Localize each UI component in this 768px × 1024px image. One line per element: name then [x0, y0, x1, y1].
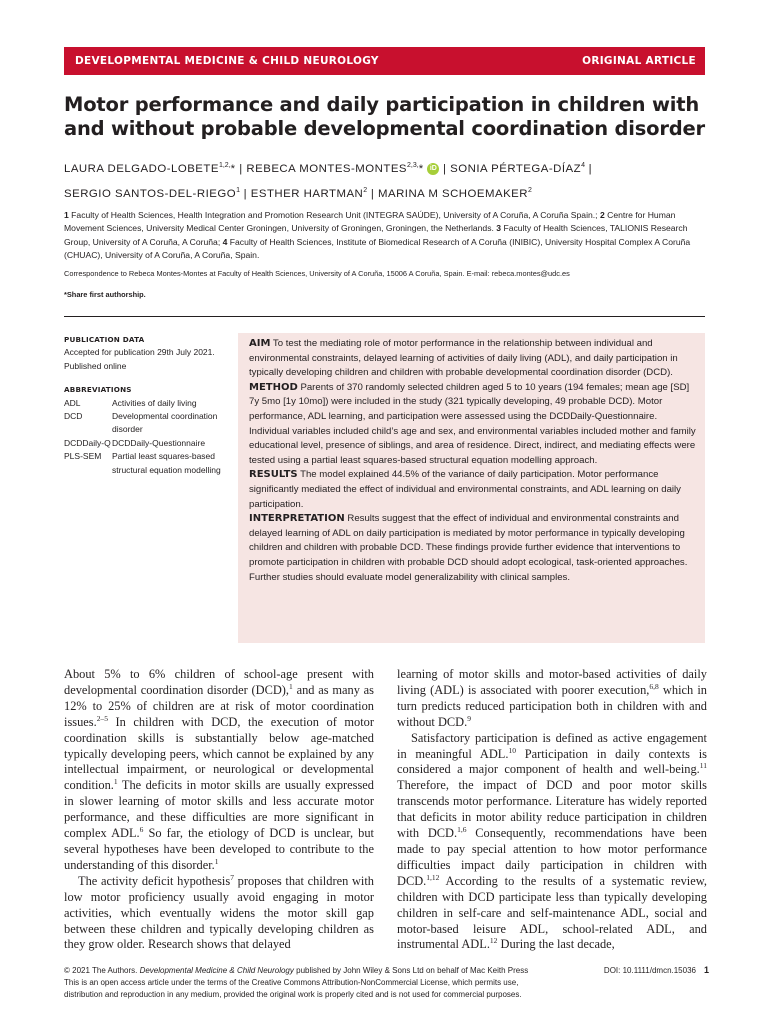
- divider: [64, 316, 705, 317]
- method-label: METHOD: [249, 381, 298, 393]
- author-separator: |: [443, 162, 447, 175]
- citation-ref[interactable]: 6: [139, 824, 144, 834]
- body-text: Therefore, the impact of DCD and poor motor skills transcends motor performance. Literature has widely reported that deficits in motor ability reduce participation in children with DCD.: [397, 778, 707, 841]
- copyright: [64, 965, 528, 977]
- footer-row: [64, 965, 709, 977]
- abstract-aim: [249, 337, 697, 381]
- author-name[interactable]: LAURA DELGADO-LOBETE: [64, 162, 219, 175]
- aim-label: AIM: [249, 338, 271, 349]
- doi: [604, 965, 709, 977]
- abbreviation-row: [64, 410, 230, 437]
- affiliation-text: Faculty of Health Sciences, TALIONIS Research Group, University of A Coruña, A Coruña;: [64, 223, 688, 247]
- body-paragraph: [397, 731, 707, 954]
- abstract-method: [249, 381, 697, 469]
- citation-ref[interactable]: 1,6: [457, 824, 467, 834]
- aim-text: To test the mediating role of motor performance in the relationship between individual and environmental constraints, delayed learning of activities of daily living (ADL), and daily participation in typically developing children and children with probable developmental coordination disorder (DCD).: [249, 338, 678, 379]
- affiliation-text: Centre for Human Movement Sciences, University Medical Center Groningen, University of Groningen, Groningen, the Netherlands.: [64, 210, 676, 234]
- share-star: *: [230, 162, 236, 175]
- citation-ref[interactable]: 1,12: [426, 872, 440, 882]
- abbreviation-value: DCDDaily-Questionnaire: [112, 437, 206, 448]
- citation-ref[interactable]: 1: [214, 856, 219, 866]
- author-list: [64, 155, 714, 205]
- copyright-text: © 2021 The Authors.: [64, 966, 140, 975]
- interpretation-text: Results suggest that the effect of individual and environmental constraints and delayed learning of ADL on daily participation is mediated by motor performance in typically developing children and children with probable DCD. These findings provide further evidence that interventions to promote participation in children with probable DCD should adopt ecological, task-oriented approaches. Further studies should evaluate model generalizability with clinical samples.: [249, 513, 688, 583]
- interpretation-label: INTERPRETATION: [249, 513, 345, 525]
- author-line-2: [64, 180, 714, 205]
- citation-ref[interactable]: 12: [489, 936, 498, 946]
- license-line: This is an open access article under the terms of the Creative Commons Attribution-NonCommercial License, which permits use,: [64, 977, 519, 987]
- abbreviation-key: DCD: [64, 411, 83, 422]
- affiliations: [64, 209, 704, 262]
- author-separator: |: [588, 162, 593, 175]
- share-star: *: [418, 162, 424, 175]
- abbreviation-row: [64, 450, 230, 477]
- page-footer: [64, 965, 709, 1000]
- publication-data-box: [64, 333, 230, 477]
- affiliation-ref: 2: [363, 186, 368, 194]
- affiliation-text: Faculty of Health Sciences, Institute of Biomedical Research of A Coruña (INIBIC), University Hospital Complex A Coruña (CHUAC), University of A Coruña, A Coruña, Spain.: [64, 236, 691, 260]
- body-text: According to the results of a systematic review, children with DCD participate less than typically developing children in self-care and self-maintenance ADL, social and motor-based leisure ADL, school-related ADL, and instrumental ADL.: [397, 873, 707, 952]
- abstract-interpretation: [249, 512, 697, 585]
- citation-ref[interactable]: 9: [467, 713, 471, 723]
- abbreviation-row: [64, 437, 230, 450]
- abstract-box: [238, 333, 705, 643]
- abbreviation-value: Developmental coordination disorder: [112, 411, 218, 435]
- author-separator: |: [370, 187, 375, 200]
- abbreviations-heading: ABBREVIATIONS: [64, 385, 132, 395]
- method-text: Parents of 370 randomly selected children aged 5 to 10 years (194 females; mean age [SD] 7y 5mo [1y 10mo]) were included in the study (321 typically developing, 49 probable DCD). Motor performance, ADL learning, and participation were assessed using the DCDDaily-Questionnaire. Individual variables included child’s age and sex, and environmental variables included mother and family educational level, presence of siblings, and area of residence. Direct, indirect, and mediating effects were tested using a partial least squares-based structural equation modelling approach.: [249, 381, 696, 466]
- affiliation-ref: 2: [528, 186, 532, 194]
- license-line: distribution and reproduction in any medium, provided the original work is properly cited and is not used for commercial purposes.: [64, 989, 522, 999]
- affiliation-ref: 4: [581, 162, 585, 169]
- results-label: RESULTS: [249, 469, 298, 481]
- affiliation-ref: 2,3,: [407, 162, 419, 169]
- doi-link[interactable]: DOI: 10.1111/dmcn.15036: [603, 966, 696, 975]
- body-column-left: [64, 667, 374, 953]
- page-number: 1: [703, 965, 709, 975]
- author-separator: |: [239, 162, 243, 175]
- author-name[interactable]: SONIA PÉRTEGA-DÍAZ: [450, 162, 582, 175]
- author-line-1: [64, 155, 714, 180]
- author-name[interactable]: REBECA MONTES-MONTES: [246, 162, 408, 175]
- affiliation-ref: 1,2,: [218, 162, 231, 169]
- correspondence: Correspondence to Rebeca Montes-Montes at Faculty of Health Sciences, University of A Coruña, 15006 A Coruña, Spain. E-mail: rebeca.montes@udc.es: [64, 269, 570, 278]
- affiliation-number: 3: [496, 223, 502, 234]
- body-text: Satisfactory participation is defined as active engagement in meaningful ADL.: [397, 730, 707, 761]
- affiliation-number: 2: [599, 210, 605, 220]
- published-online: Published online: [64, 360, 127, 371]
- abbreviation-key: DCDDaily-Q: [64, 437, 111, 448]
- body-text: In children with DCD, the execution of motor coordination skills is substantially below age-matched typically developing peers, which cannot be explained by any intellectual impairment, or neurological or developmental condition.: [64, 714, 374, 793]
- citation-ref[interactable]: 11: [699, 761, 707, 771]
- citation-ref[interactable]: 7: [230, 872, 234, 882]
- abbreviation-row: [64, 397, 230, 410]
- accepted-date: Accepted for publication 29th July 2021.: [64, 347, 215, 358]
- affiliation-number: 1: [64, 210, 69, 220]
- citation-ref[interactable]: 10: [508, 745, 516, 755]
- affiliation-ref: 1: [236, 186, 240, 194]
- orcid-icon[interactable]: iD: [427, 163, 439, 175]
- abstract-results: [249, 468, 697, 512]
- copyright-text: published by John Wiley & Sons Ltd on behalf of Mac Keith Press: [293, 966, 529, 975]
- body-text: and as many as 12% to 25% of children are at risk of motor coordination issues.: [64, 682, 374, 729]
- affiliation-text: Faculty of Health Sciences, Health Integration and Promotion Research Unit (INTEGRA SAÚDE), University of A Coruña, A Coruña Spain.;: [68, 210, 600, 220]
- body-paragraph: [64, 667, 374, 874]
- author-name[interactable]: SERGIO SANTOS-DEL-RIEGO: [64, 187, 237, 200]
- publication-heading: PUBLICATION DATA: [64, 335, 145, 344]
- abbreviation-key: ADL: [64, 397, 81, 408]
- abbreviation-value: Partial least squares-based structural equation modelling: [112, 451, 221, 475]
- body-column-right: [397, 667, 707, 953]
- body-text: So far, the etiology of DCD is unclear, but several hypotheses have been developed to contribute to the understanding of this disorder.: [64, 826, 374, 872]
- citation-ref[interactable]: 2–5: [96, 713, 108, 723]
- body-text: During the last decade,: [497, 937, 615, 952]
- journal-italic: Developmental Medicine & Child Neurology: [139, 966, 294, 975]
- article-type: ORIGINAL ARTICLE: [582, 55, 696, 67]
- body-text: Consequently, recommendations have been made to pay special attention to how motor performance difficulties impact daily participation in children with DCD.: [397, 826, 707, 888]
- abbreviation-key: PLS-SEM: [64, 451, 102, 462]
- body-text: The activity deficit hypothesis: [78, 873, 231, 888]
- body-text: proposes that children with low motor proficiency usually avoid engaging in motor activities, which eventually widens the motor skill gap between these children and typically developing children as they grow older. Research shows that delayed: [64, 873, 374, 952]
- article-title: Motor performance and daily participation in children with and without probable developmental coordination disorder: [64, 93, 705, 140]
- body-text: Participation in daily contexts is considered a major component of health and well-being.: [397, 746, 707, 777]
- body-text: The deficits in motor skills are usually expressed in slower learning of motor skills and less accurate motor performance, and these difficulties are more significant in complex ADL.: [64, 778, 374, 841]
- body-paragraph: [64, 874, 374, 954]
- body-text: which in turn predicts reduced participation both in children with and without DCD.: [397, 682, 707, 729]
- body-text: learning of motor skills and motor-based activities of daily living (ADL) is associated with poorer execution,: [397, 667, 707, 697]
- author-name[interactable]: ESTHER HARTMAN: [250, 187, 364, 200]
- share-note: *Share first authorship.: [64, 290, 146, 299]
- author-name[interactable]: MARINA M SCHOEMAKER: [377, 187, 528, 200]
- results-text: The model explained 44.5% of the variance of daily participation. Motor performance significantly mediated the effect of individual and environmental constraints, and ADL learning on daily participation.: [249, 469, 681, 510]
- author-separator: |: [243, 187, 248, 200]
- body-paragraph: [397, 667, 707, 731]
- abbreviation-value: Activities of daily living: [112, 397, 197, 408]
- journal-banner: [64, 47, 705, 75]
- citation-ref[interactable]: 1: [289, 681, 293, 691]
- journal-name: DEVELOPMENTAL MEDICINE & CHILD NEUROLOGY: [75, 55, 379, 67]
- citation-ref[interactable]: 1: [113, 777, 118, 787]
- citation-ref[interactable]: 6,8: [649, 681, 659, 691]
- body-text: About 5% to 6% children of school-age present with developmental coordination disorder (DCD),: [64, 667, 374, 697]
- affiliation-number: 4: [222, 236, 228, 247]
